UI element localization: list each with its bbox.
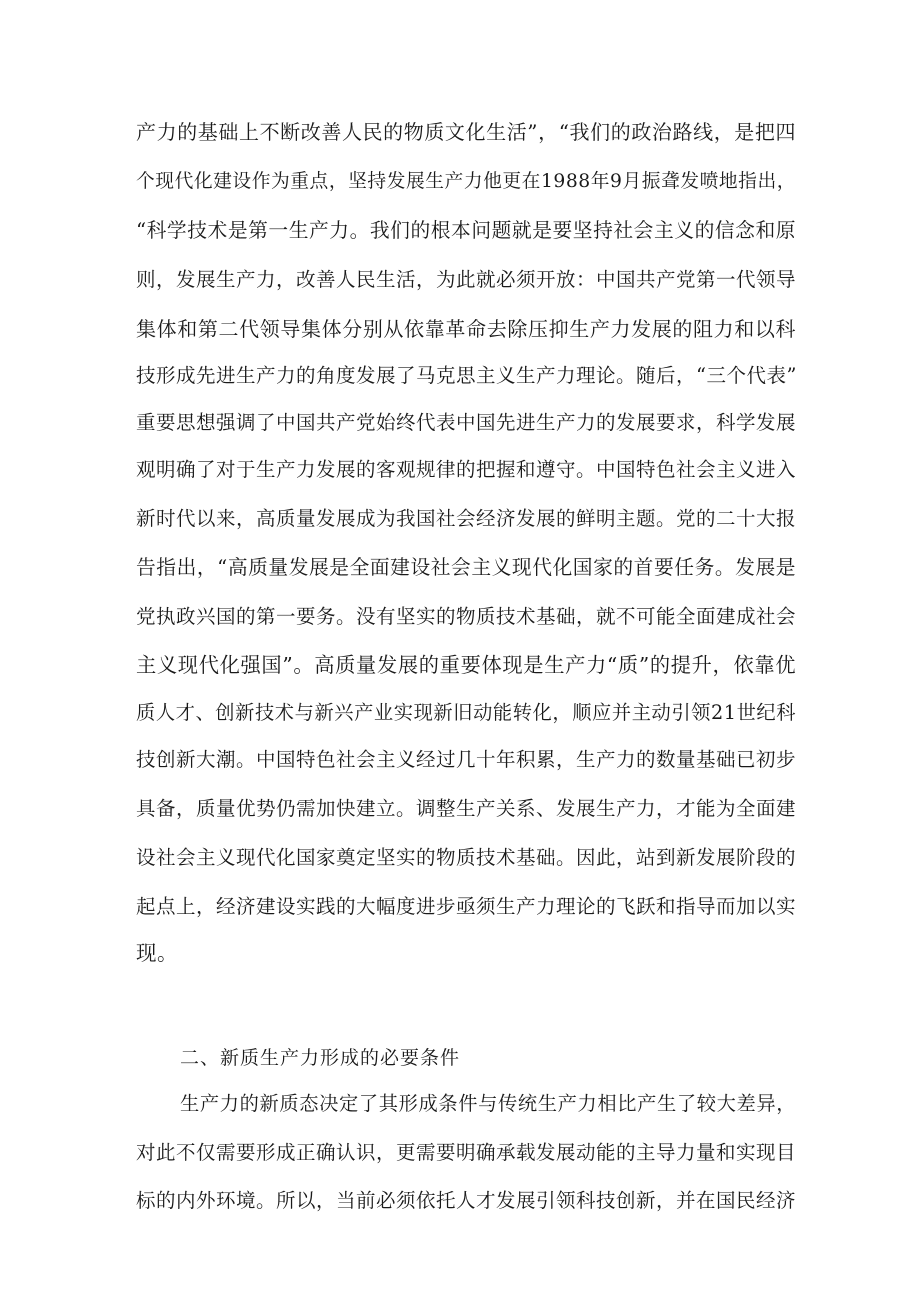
text-line: 起点上，经济建设实践的大幅度进步亟须生产力理论的飞跃和指导而加以实	[136, 895, 797, 918]
section-heading: 二、新质生产力形成的必要条件	[180, 1047, 461, 1069]
text-line: 技创新大潮。中国特色社会主义经过几十年积累，生产力的数量基础已初步	[136, 748, 797, 771]
text-line: 观明确了对于生产力发展的客观规律的把握和遵守。中国特色社会主义进入	[136, 458, 797, 481]
text-line: 产力的基础上不断改善人民的物质文化生活”，“我们的政治路线，是把四	[136, 120, 796, 144]
text-line: 标的内外环境。所以，当前必须依托人才发展引领科技创新，并在国民经济	[136, 1189, 797, 1212]
text-line: 技形成先进生产力的角度发展了马克思主义生产力理论。随后，“三个代表”	[136, 364, 797, 387]
text-line: 个现代化建设作为重点，坚持发展生产力他更在1988年9月振聋发喷地指出，	[136, 171, 796, 192]
text-line: 集体和第二代领导集体分别从依靠革命去除压抑生产力发展的阻力和以科	[136, 317, 796, 341]
text-line: 具备，质量优势仍需加快建立。调整生产关系、发展生产力，才能为全面建	[136, 797, 797, 820]
text-line: “科学技术是第一生产力。我们的根本问题就是要坚持社会主义的信念和原	[136, 219, 796, 242]
text-line: 现。	[136, 941, 178, 965]
text-line: 设社会主义现代化国家奠定坚实的物质技术基础。因此，站到新发展阶段的	[136, 846, 797, 869]
text-line: 党执政兴国的第一要务。没有坚实的物质技术基础，就不可能全面建成社会	[136, 605, 797, 628]
text-line: 生产力的新质态决定了其形成条件与传统生产力相比产生了较大差异，	[180, 1092, 796, 1115]
text-line: 告指出，“高质量发展是全面建设社会主义现代化国家的首要任务。发展是	[136, 556, 796, 579]
text-line: 质人才、创新技术与新兴产业实现新旧动能转化，顺应并主动引领21世纪科	[136, 701, 796, 724]
text-line: 新时代以来，高质量发展成为我国社会经济发展的鲜明主题。党的二十大报	[136, 507, 797, 530]
text-line: 主义现代化强国”。高质量发展的重要体现是生产力“质”的提升，依靠优	[136, 653, 796, 677]
text-line: 则，发展生产力，改善人民生活，为此就必须开放：中国共产党第一代领导	[136, 268, 797, 291]
text-line: 重要思想强调了中国共产党始终代表中国先进生产力的发展要求，科学发展	[136, 411, 797, 434]
text-line: 对此不仅需要形成正确认识，更需要明确承载发展动能的主导力量和实现目	[136, 1141, 797, 1164]
